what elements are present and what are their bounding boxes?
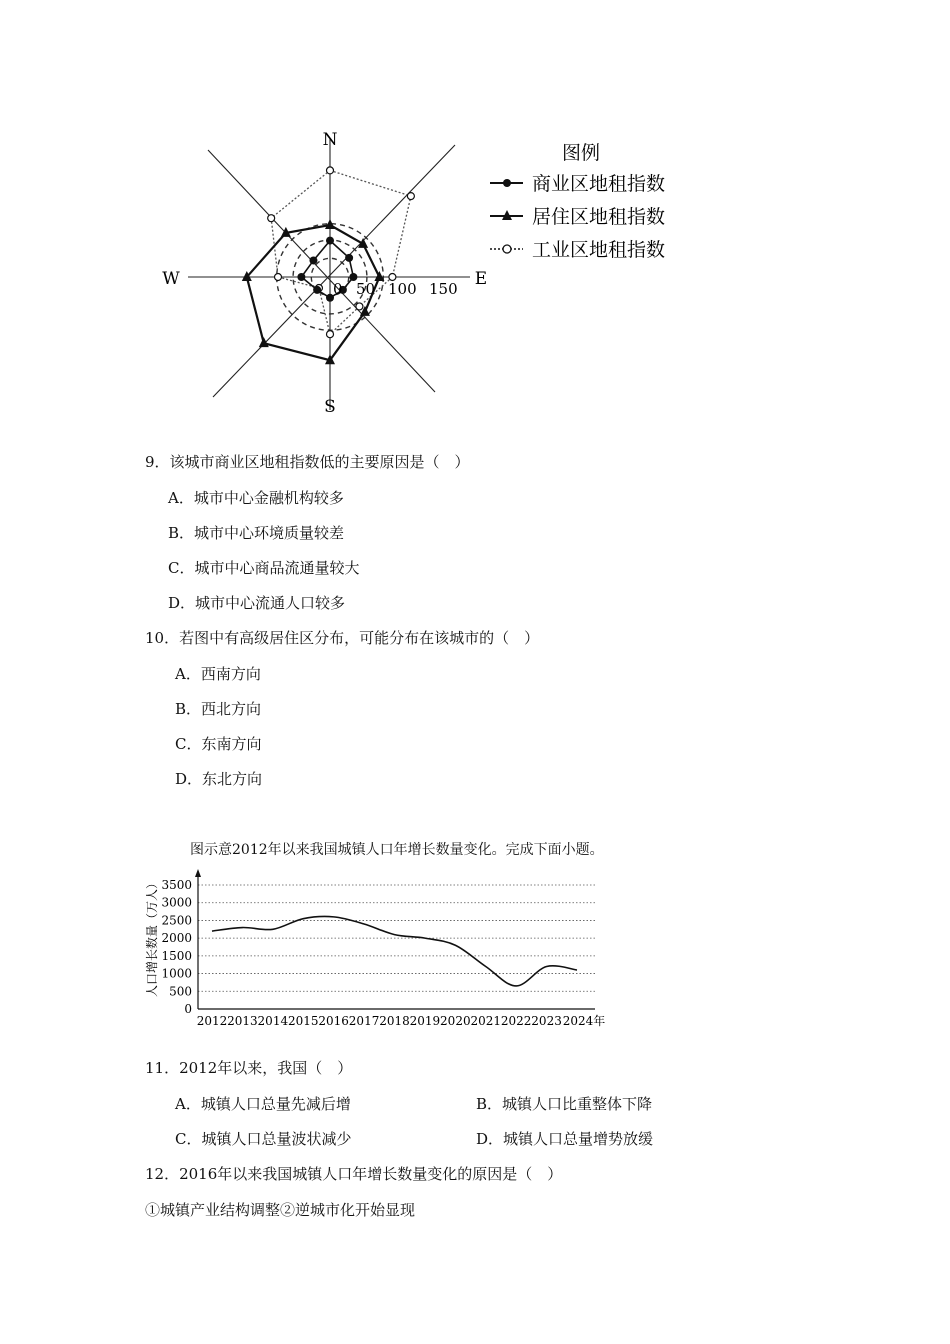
y-tick-2500: 2500 [161, 913, 192, 928]
question-9-stem: 9．该城市商业区地租指数低的主要原因是（ ） [145, 453, 470, 471]
y-tick-2000: 2000 [161, 931, 192, 946]
industrial-point-w [275, 274, 282, 281]
question-10-option-b[interactable]: B．西北方向 [175, 700, 262, 718]
x-tick-2021: 2021 [470, 1014, 502, 1028]
y-tick-500: 500 [169, 984, 192, 999]
x-tick-2019: 2019 [409, 1014, 441, 1028]
legend-title: 图例 [562, 142, 601, 164]
question-12-stem: 12．2016年以来我国城镇人口年增长数量变化的原因是（ ） [145, 1165, 563, 1183]
commercial-point-sw [313, 286, 321, 294]
x-tick-2012: 2012 [196, 1014, 228, 1028]
question-9-option-a[interactable]: A．城市中心金融机构较多 [168, 489, 344, 507]
y-tick-3500: 3500 [161, 878, 192, 892]
y-tick-1000: 1000 [161, 966, 192, 981]
x-tick-2023: 2023 [531, 1014, 562, 1028]
axis-nw-se [208, 150, 435, 392]
legend [490, 142, 665, 261]
question-10-option-d[interactable]: D．东北方向 [175, 770, 263, 788]
commercial-point-w [297, 273, 305, 281]
chart-x-ticks [197, 1013, 606, 1028]
x-tick-2024: 2024年 [562, 1014, 606, 1028]
question-9-option-c[interactable]: C．城市中心商品流通量较大 [168, 559, 360, 577]
x-tick-2013: 2013 [227, 1014, 258, 1028]
section-intro: 图示意2012年以来我国城镇人口年增长数量变化。完成下面小题。 [190, 842, 604, 858]
legend-industrial-label: 工业区地租指数 [532, 239, 666, 261]
question-11-option-a[interactable]: A．城镇人口总量先减后增 [175, 1095, 351, 1113]
question-11-option-d[interactable]: D．城镇人口总量增势放缓 [476, 1130, 654, 1148]
commercial-point-nw [309, 256, 317, 264]
urban-population-growth-chart [140, 866, 620, 1032]
legend-industrial-marker [503, 245, 511, 253]
compass-east: E [474, 269, 488, 289]
scale-label-0: 0 [333, 280, 343, 298]
residential-point-sw [259, 337, 269, 347]
x-tick-2022: 2022 [500, 1014, 532, 1028]
industrial-point-s [327, 331, 334, 338]
chart-y-ticks [161, 878, 192, 1016]
series-line [212, 916, 577, 985]
scale-label-150: 150 [429, 280, 458, 298]
y-tick-1500: 1500 [161, 948, 192, 963]
question-9-option-b[interactable]: B．城市中心环境质量较差 [168, 524, 345, 542]
legend-commercial-label: 商业区地租指数 [532, 173, 666, 195]
x-tick-2020: 2020 [440, 1014, 471, 1028]
rent-index-radar-figure [150, 120, 710, 420]
y-tick-0: 0 [184, 1002, 192, 1016]
compass-south: S [324, 397, 336, 417]
question-10-option-a[interactable]: A．西南方向 [175, 665, 261, 683]
commercial-point-ne [345, 254, 353, 262]
commercial-point-n [326, 237, 334, 245]
question-11-option-b[interactable]: B．城镇人口比重整体下降 [476, 1095, 653, 1113]
chart-axes [195, 869, 595, 1009]
scale-label-100: 100 [388, 280, 417, 298]
question-10-option-c[interactable]: C．东南方向 [175, 735, 262, 753]
question-11-option-c[interactable]: C．城镇人口总量波状减少 [175, 1130, 352, 1148]
y-tick-3000: 3000 [161, 895, 192, 910]
legend-commercial-marker [503, 179, 511, 187]
industrial-point-nw [268, 215, 275, 222]
industrial-rent-polygon [271, 170, 411, 334]
radar-series [242, 167, 415, 364]
scale-label-50: 50 [356, 280, 376, 298]
y-axis-arrow [195, 869, 201, 877]
x-tick-2017: 2017 [348, 1014, 380, 1028]
compass-north: N [322, 130, 338, 150]
x-tick-2018: 2018 [379, 1014, 410, 1028]
compass-west: W [162, 269, 180, 289]
radar-grid [188, 138, 470, 410]
industrial-point-ne [407, 193, 414, 200]
chart-y-label: 人口增长数量（万人） [145, 876, 159, 998]
series-points [212, 917, 577, 986]
chart-gridlines [198, 885, 595, 991]
x-tick-2016: 2016 [318, 1014, 349, 1028]
question-11-stem: 11．2012年以来，我国（ ） [145, 1059, 353, 1077]
question-12-statement-1-2: ①城镇产业结构调整②逆城市化开始显现 [145, 1201, 416, 1219]
axis-ne-sw [213, 145, 455, 397]
question-10-stem: 10．若图中有高级居住区分布，可能分布在该城市的（ ） [145, 629, 540, 647]
x-tick-2014: 2014 [257, 1014, 289, 1028]
x-tick-2015: 2015 [287, 1014, 319, 1028]
industrial-point-n [327, 167, 334, 174]
industrial-point-se [356, 303, 363, 310]
question-9-option-d[interactable]: D．城市中心流通人口较多 [168, 594, 346, 612]
legend-residential-label: 居住区地租指数 [532, 206, 666, 228]
